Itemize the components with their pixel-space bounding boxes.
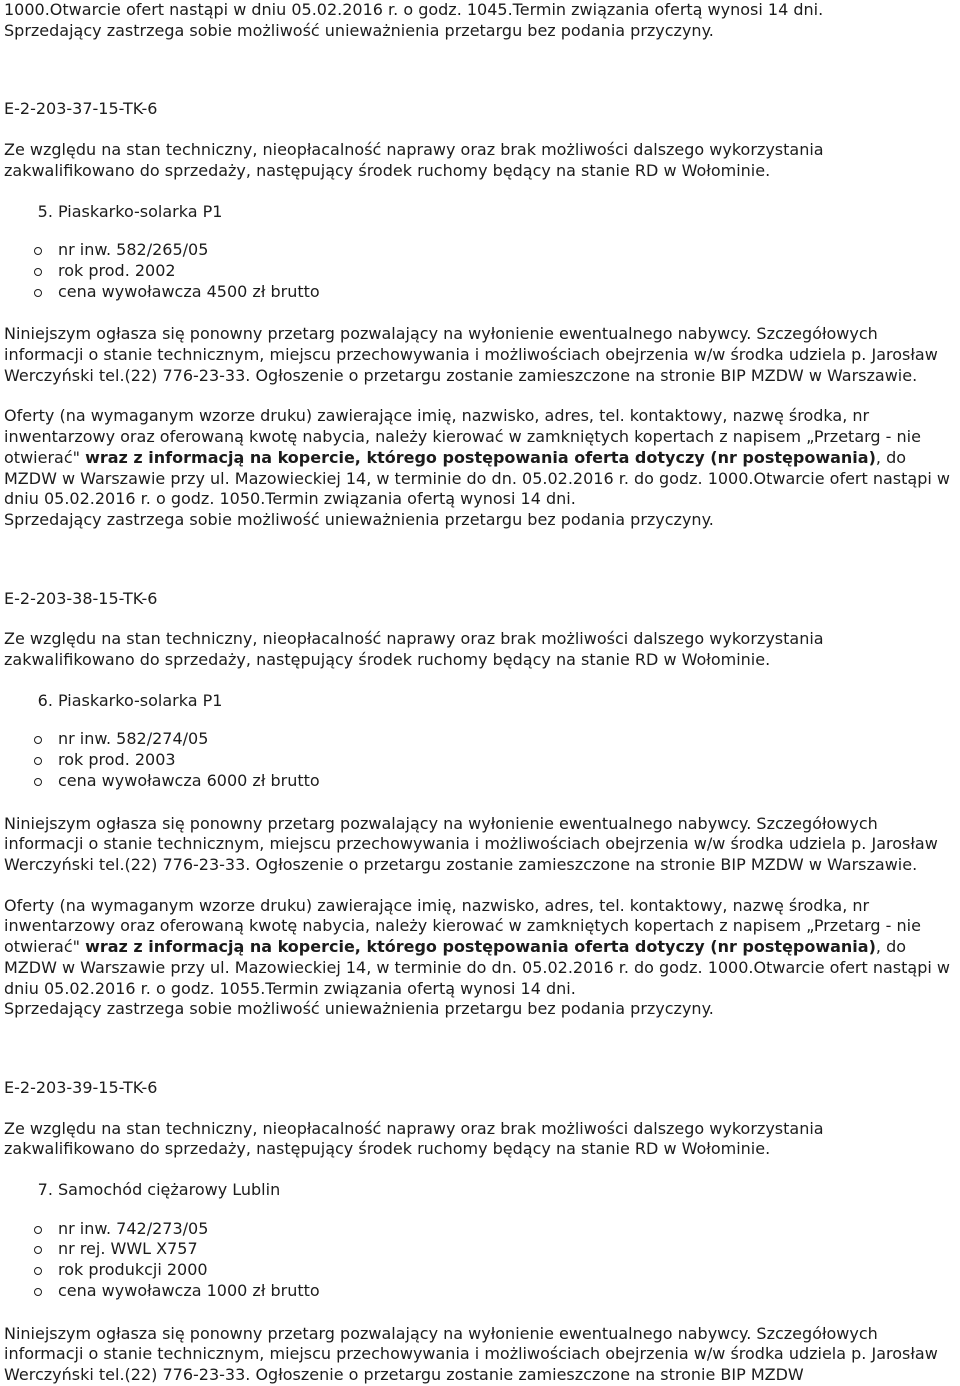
item-list <box>4 202 958 223</box>
opening-info-line: 1000.Otwarcie ofert nastąpi w dniu 05.02.2016 r. o godz. 1045.Termin związania ofertą wynosi 14 dni. <box>4 0 824 19</box>
notice-paragraph: Niniejszym ogłasza się ponowny przetarg pozwalający na wyłonienie ewentualnego nabywcy. Szczegółowych informacji o stanie technicznym, miejscu przechowywania i możliwościach obejrzenia w/w środka udziela p. Jarosław Werczyński tel.(22) 776-23-33. Ogłoszenie o przetargu zostanie zamieszczone na stronie BIP MZDW w Warszawie. <box>4 813 938 874</box>
intro-paragraph: Ze względu na stan techniczny, nieopłacalność naprawy oraz brak możliwości dalszego wykorzystania zakwalifikowano do sprzedaży, następujący środek ruchomy będący na stanie RD w Wołominie. <box>4 140 824 180</box>
case-code: E-2-203-37-15-TK-6 <box>4 99 158 119</box>
item-list <box>4 691 958 712</box>
item-name: 5. Piaskarko-solarka P1 <box>58 202 958 223</box>
detail-inventory-number: nr inw. 582/265/05 <box>58 240 958 261</box>
document-page <box>4 0 958 1386</box>
item-details <box>4 729 958 791</box>
item-name: 7. Samochód ciężarowy Lublin <box>58 1180 958 1201</box>
offers-text-start: Oferty (na wymaganym wzorze druku) zawierające imię, nazwisko, adres, tel. kontaktowy, nazwę środka, nr inwentarzowy oraz oferowaną kwotę nabycia, należy kierować w zamkniętych kopertach z napisem „Przetarg - nie otwierać" <box>4 895 921 957</box>
detail-starting-price: cena wywoławcza 1000 zł brutto <box>58 1281 958 1302</box>
tender-section-3 <box>4 1078 958 1386</box>
tender-section-2 <box>4 589 958 1020</box>
previous-section-tail <box>4 0 958 41</box>
closing-line: Sprzedający zastrzega sobie możliwość unieważnienia przetargu bez podania przyczyny. <box>4 999 714 1019</box>
item-list <box>4 1180 958 1201</box>
notice-paragraph: Niniejszym ogłasza się ponowny przetarg pozwalający na wyłonienie ewentualnego nabywcy. Szczegółowych informacji o stanie technicznym, miejscu przechowywania i możliwościach obejrzenia w/w środka udziela p. Jarosław Werczyński tel.(22) 776-23-33. Ogłoszenie o przetargu zostanie zamieszczone na stronie BIP MZDW w Warszawie. <box>4 324 938 385</box>
detail-production-year: rok prod. 2003 <box>58 750 958 771</box>
detail-starting-price: cena wywoławcza 6000 zł brutto <box>58 771 958 792</box>
offers-text-bold: wraz z informacją na kopercie, którego postępowania oferta dotyczy (nr postępowania) <box>85 937 876 957</box>
offers-paragraph <box>4 406 958 510</box>
notice-paragraph: Niniejszym ogłasza się ponowny przetarg pozwalający na wyłonienie ewentualnego nabywcy. Szczegółowych informacji o stanie technicznym, miejscu przechowywania i możliwościach obejrzenia w/w środka udziela p. Jarosław Werczyński tel.(22) 776-23-33. Ogłoszenie o przetargu zostanie zamieszczone na stronie BIP MZDW <box>4 1323 938 1384</box>
offers-text-end: , do MZDW w Warszawie przy ul. Mazowieckiej 14, w terminie do dn. 05.02.2016 r. do godz. 1000.Otwarcie ofert nastąpi w dniu 05.02.2016 r. o godz. 1050.Termin związania ofertą wynosi 14 dni. <box>4 447 950 509</box>
case-code: E-2-203-38-15-TK-6 <box>4 588 158 608</box>
case-code: E-2-203-39-15-TK-6 <box>4 1077 158 1097</box>
intro-paragraph: Ze względu na stan techniczny, nieopłacalność naprawy oraz brak możliwości dalszego wykorzystania zakwalifikowano do sprzedaży, następujący środek ruchomy będący na stanie RD w Wołominie. <box>4 1118 824 1159</box>
item-name: 6. Piaskarko-solarka P1 <box>58 691 958 712</box>
item-details <box>4 1219 958 1302</box>
detail-production-year: rok produkcji 2000 <box>58 1260 958 1281</box>
detail-inventory-number: nr inw. 742/273/05 <box>58 1219 958 1240</box>
offers-text-bold: wraz z informacją na kopercie, którego postępowania oferta dotyczy (nr postępowania) <box>85 447 876 467</box>
detail-production-year: rok prod. 2002 <box>58 261 958 282</box>
intro-paragraph: Ze względu na stan techniczny, nieopłacalność naprawy oraz brak możliwości dalszego wykorzystania zakwalifikowano do sprzedaży, następujący środek ruchomy będący na stanie RD w Wołominie. <box>4 629 824 670</box>
offers-text-start: Oferty (na wymaganym wzorze druku) zawierające imię, nazwisko, adres, tel. kontaktowy, nazwę środka, nr inwentarzowy oraz oferowaną kwotę nabycia, należy kierować w zamkniętych kopertach z napisem „Przetarg - nie otwierać" <box>4 406 921 467</box>
detail-starting-price: cena wywoławcza 4500 zł brutto <box>58 282 958 303</box>
detail-inventory-number: nr inw. 582/274/05 <box>58 729 958 750</box>
offers-text-end: , do MZDW w Warszawie przy ul. Mazowieckiej 14, w terminie do dn. 05.02.2016 r. do godz. 1000.Otwarcie ofert nastąpi w dniu 05.02.2016 r. o godz. 1055.Termin związania ofertą wynosi 14 dni. <box>4 937 950 998</box>
detail-registration-number: nr rej. WWL X757 <box>58 1239 958 1260</box>
closing-line: Sprzedający zastrzega sobie możliwość unieważnienia przetargu bez podania przyczyny. <box>4 509 714 529</box>
tender-section-1 <box>4 99 958 530</box>
reservation-line: Sprzedający zastrzega sobie możliwość unieważnienia przetargu bez podania przyczyny. <box>4 20 714 40</box>
item-details <box>4 240 958 302</box>
offers-paragraph <box>4 896 958 1000</box>
